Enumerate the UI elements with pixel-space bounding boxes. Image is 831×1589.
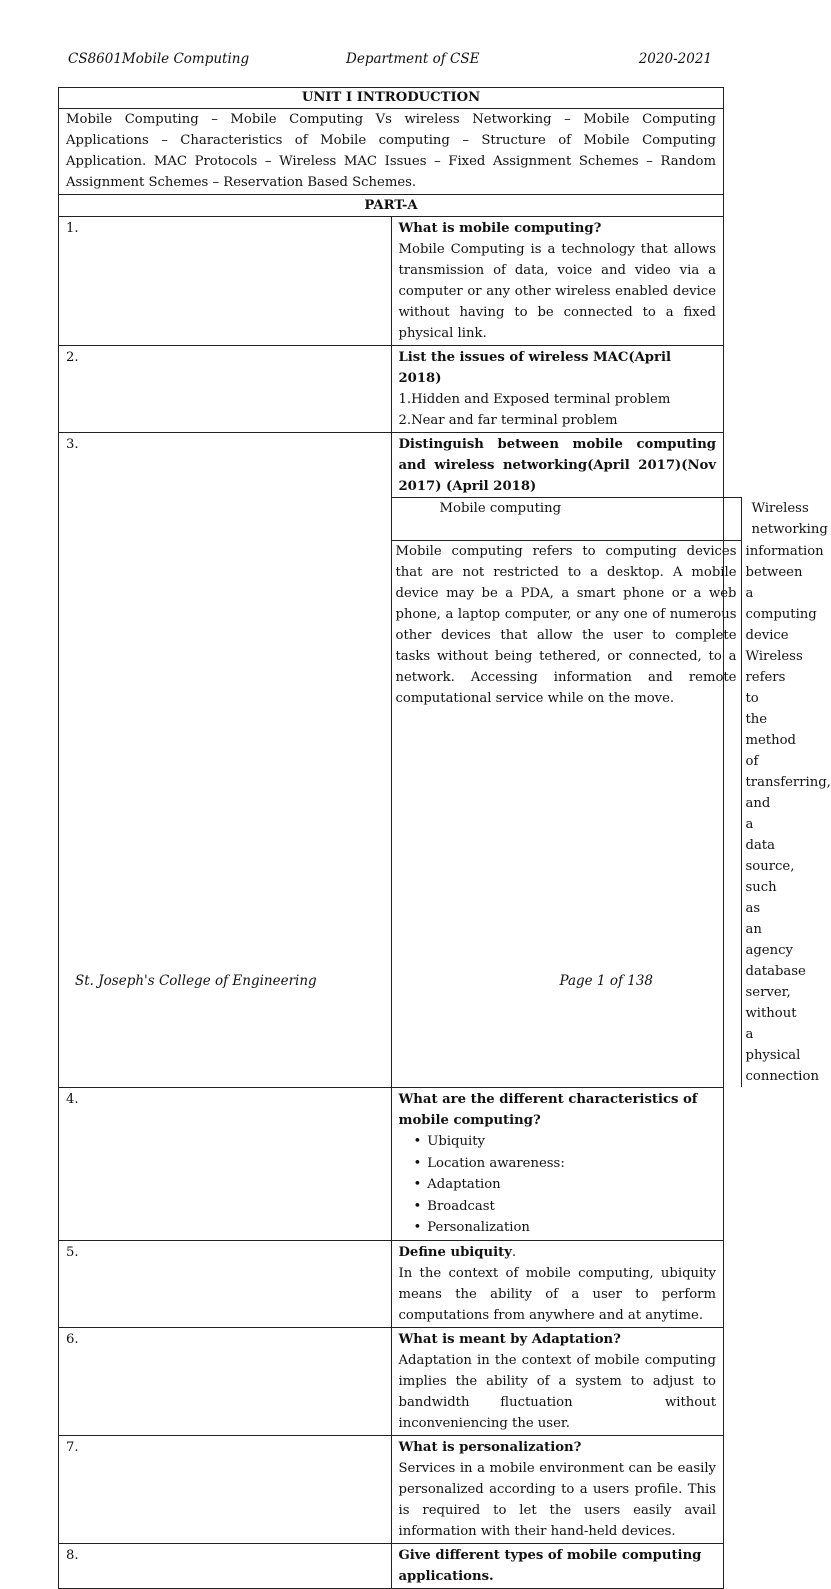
list-item: • Adaptation bbox=[414, 1174, 717, 1196]
question-number: 1. bbox=[59, 217, 392, 346]
question-number: 2. bbox=[59, 346, 392, 433]
academic-year: 2020-2021 bbox=[638, 51, 712, 67]
question-suffix: . bbox=[511, 1244, 517, 1260]
comparison-body-row: Mobile computing refers to computing devices that are not restricted to a desktop. A mobile device may be a PDA, a smart phone or a web phone, a laptop computer, or any one of numerous other devices that allow the user to complete tasks without being tethered, or connected, to a network. Accessing information and remote computational service while on the move. information between a computing device Wireless refers to the method of transferring, and a data source, such as an agency database server, without a physical connection bbox=[392, 541, 742, 1088]
question-number: 4. bbox=[59, 1088, 392, 1241]
question-cell bbox=[391, 346, 724, 433]
college-name: St. Joseph's College of Engineering bbox=[75, 973, 317, 989]
page-footer bbox=[75, 973, 653, 993]
col-head-mobile: Mobile computing bbox=[392, 498, 742, 541]
comparison-header-row: Mobile computing Wireless networking bbox=[392, 498, 742, 541]
question-text: Give different types of mobile computing applications. bbox=[398, 1547, 702, 1584]
question-number: 3. bbox=[59, 433, 392, 1088]
part-label: PART-A bbox=[59, 195, 724, 217]
question-text: Define ubiquity bbox=[398, 1244, 512, 1260]
question-row bbox=[59, 1240, 724, 1327]
question-cell bbox=[391, 1327, 724, 1435]
question-row bbox=[59, 1543, 724, 1588]
question-cell bbox=[391, 217, 724, 346]
course-name: CS8601Mobile Computing bbox=[68, 51, 250, 67]
list-item: • Personalization bbox=[414, 1217, 717, 1239]
page-number: Page 1 of 138 bbox=[559, 973, 653, 989]
characteristics-list bbox=[399, 1131, 717, 1239]
syllabus-row bbox=[59, 109, 724, 195]
answer-text: Adaptation in the context of mobile computing implies the ability of a system to adjust to bandwidth fluctuation without inconveniencing the user. bbox=[398, 1352, 721, 1431]
question-cell bbox=[391, 1088, 724, 1241]
question-cell bbox=[391, 1240, 724, 1327]
part-row bbox=[59, 195, 724, 217]
answer-text: Mobile Computing is a technology that allows transmission of data, voice and video via a computer or any other wireless enabled device without having to be connected to a fixed physical link. bbox=[398, 242, 716, 341]
mobile-computing-desc: Mobile computing refers to computing devices that are not restricted to a desktop. A mobile device may be a PDA, a smart phone or a web phone, a laptop computer, or any one of numerous other devices that allow the user to complete tasks without being tethered, or connected, to a network. Accessing information and remote computational service while on the move. bbox=[392, 541, 742, 1088]
question-number: 7. bbox=[59, 1435, 392, 1543]
unit-title: UNIT I INTRODUCTION bbox=[59, 88, 724, 109]
question-cell bbox=[391, 1543, 724, 1588]
question-text: What is mobile computing? bbox=[398, 221, 602, 236]
question-row bbox=[59, 1088, 724, 1241]
unit-title-row bbox=[59, 88, 724, 109]
question-text: List the issues of wireless MAC(April 2018) bbox=[398, 350, 671, 386]
list-item: • Broadcast bbox=[414, 1196, 717, 1218]
question-text: Distinguish between mobile computing and wireless networking(April 2017)(Nov 2017) (April 2018) bbox=[398, 437, 716, 494]
question-number: 8. bbox=[59, 1543, 392, 1588]
question-cell bbox=[391, 1435, 724, 1543]
department-name: Department of CSE bbox=[346, 51, 480, 67]
unit-syllabus: Mobile Computing – Mobile Computing Vs wireless Networking – Mobile Computing Applications – Characteristics of Mobile computing – Structure of Mobile Computing Application. MAC Protocols – Wireless MAC Issues – Fixed Assignment Schemes – Random Assignment Schemes – Reservation Based Schemes. bbox=[59, 109, 724, 195]
question-row bbox=[59, 217, 724, 346]
comparison-table bbox=[392, 497, 831, 1087]
question-row bbox=[59, 1435, 724, 1543]
question-bank-table bbox=[58, 87, 831, 1589]
page-header bbox=[68, 51, 712, 71]
answer-text: In the context of mobile computing, ubiquity means the ability of a user to perform computations from anywhere and at anytime. bbox=[398, 1265, 716, 1323]
question-text: What is meant by Adaptation? bbox=[398, 1331, 621, 1347]
list-item: • Location awareness: bbox=[414, 1153, 717, 1175]
answer-line: 2.Near and far terminal problem bbox=[398, 413, 618, 428]
question-text: What are the different characteristics of mobile computing? bbox=[398, 1092, 698, 1128]
question-number: 6. bbox=[59, 1327, 392, 1435]
answer-text: Services in a mobile environment can be easily personalized according to a users profile. This is required to let the users easily avail information with their hand-held devices. bbox=[398, 1460, 716, 1539]
question-row bbox=[59, 346, 724, 433]
question-row bbox=[59, 1327, 724, 1435]
question-text: What is personalization? bbox=[398, 1439, 582, 1455]
answer-line: 1.Hidden and Exposed terminal problem bbox=[398, 392, 671, 407]
list-item: • Ubiquity bbox=[414, 1131, 717, 1153]
question-number: 5. bbox=[59, 1240, 392, 1327]
